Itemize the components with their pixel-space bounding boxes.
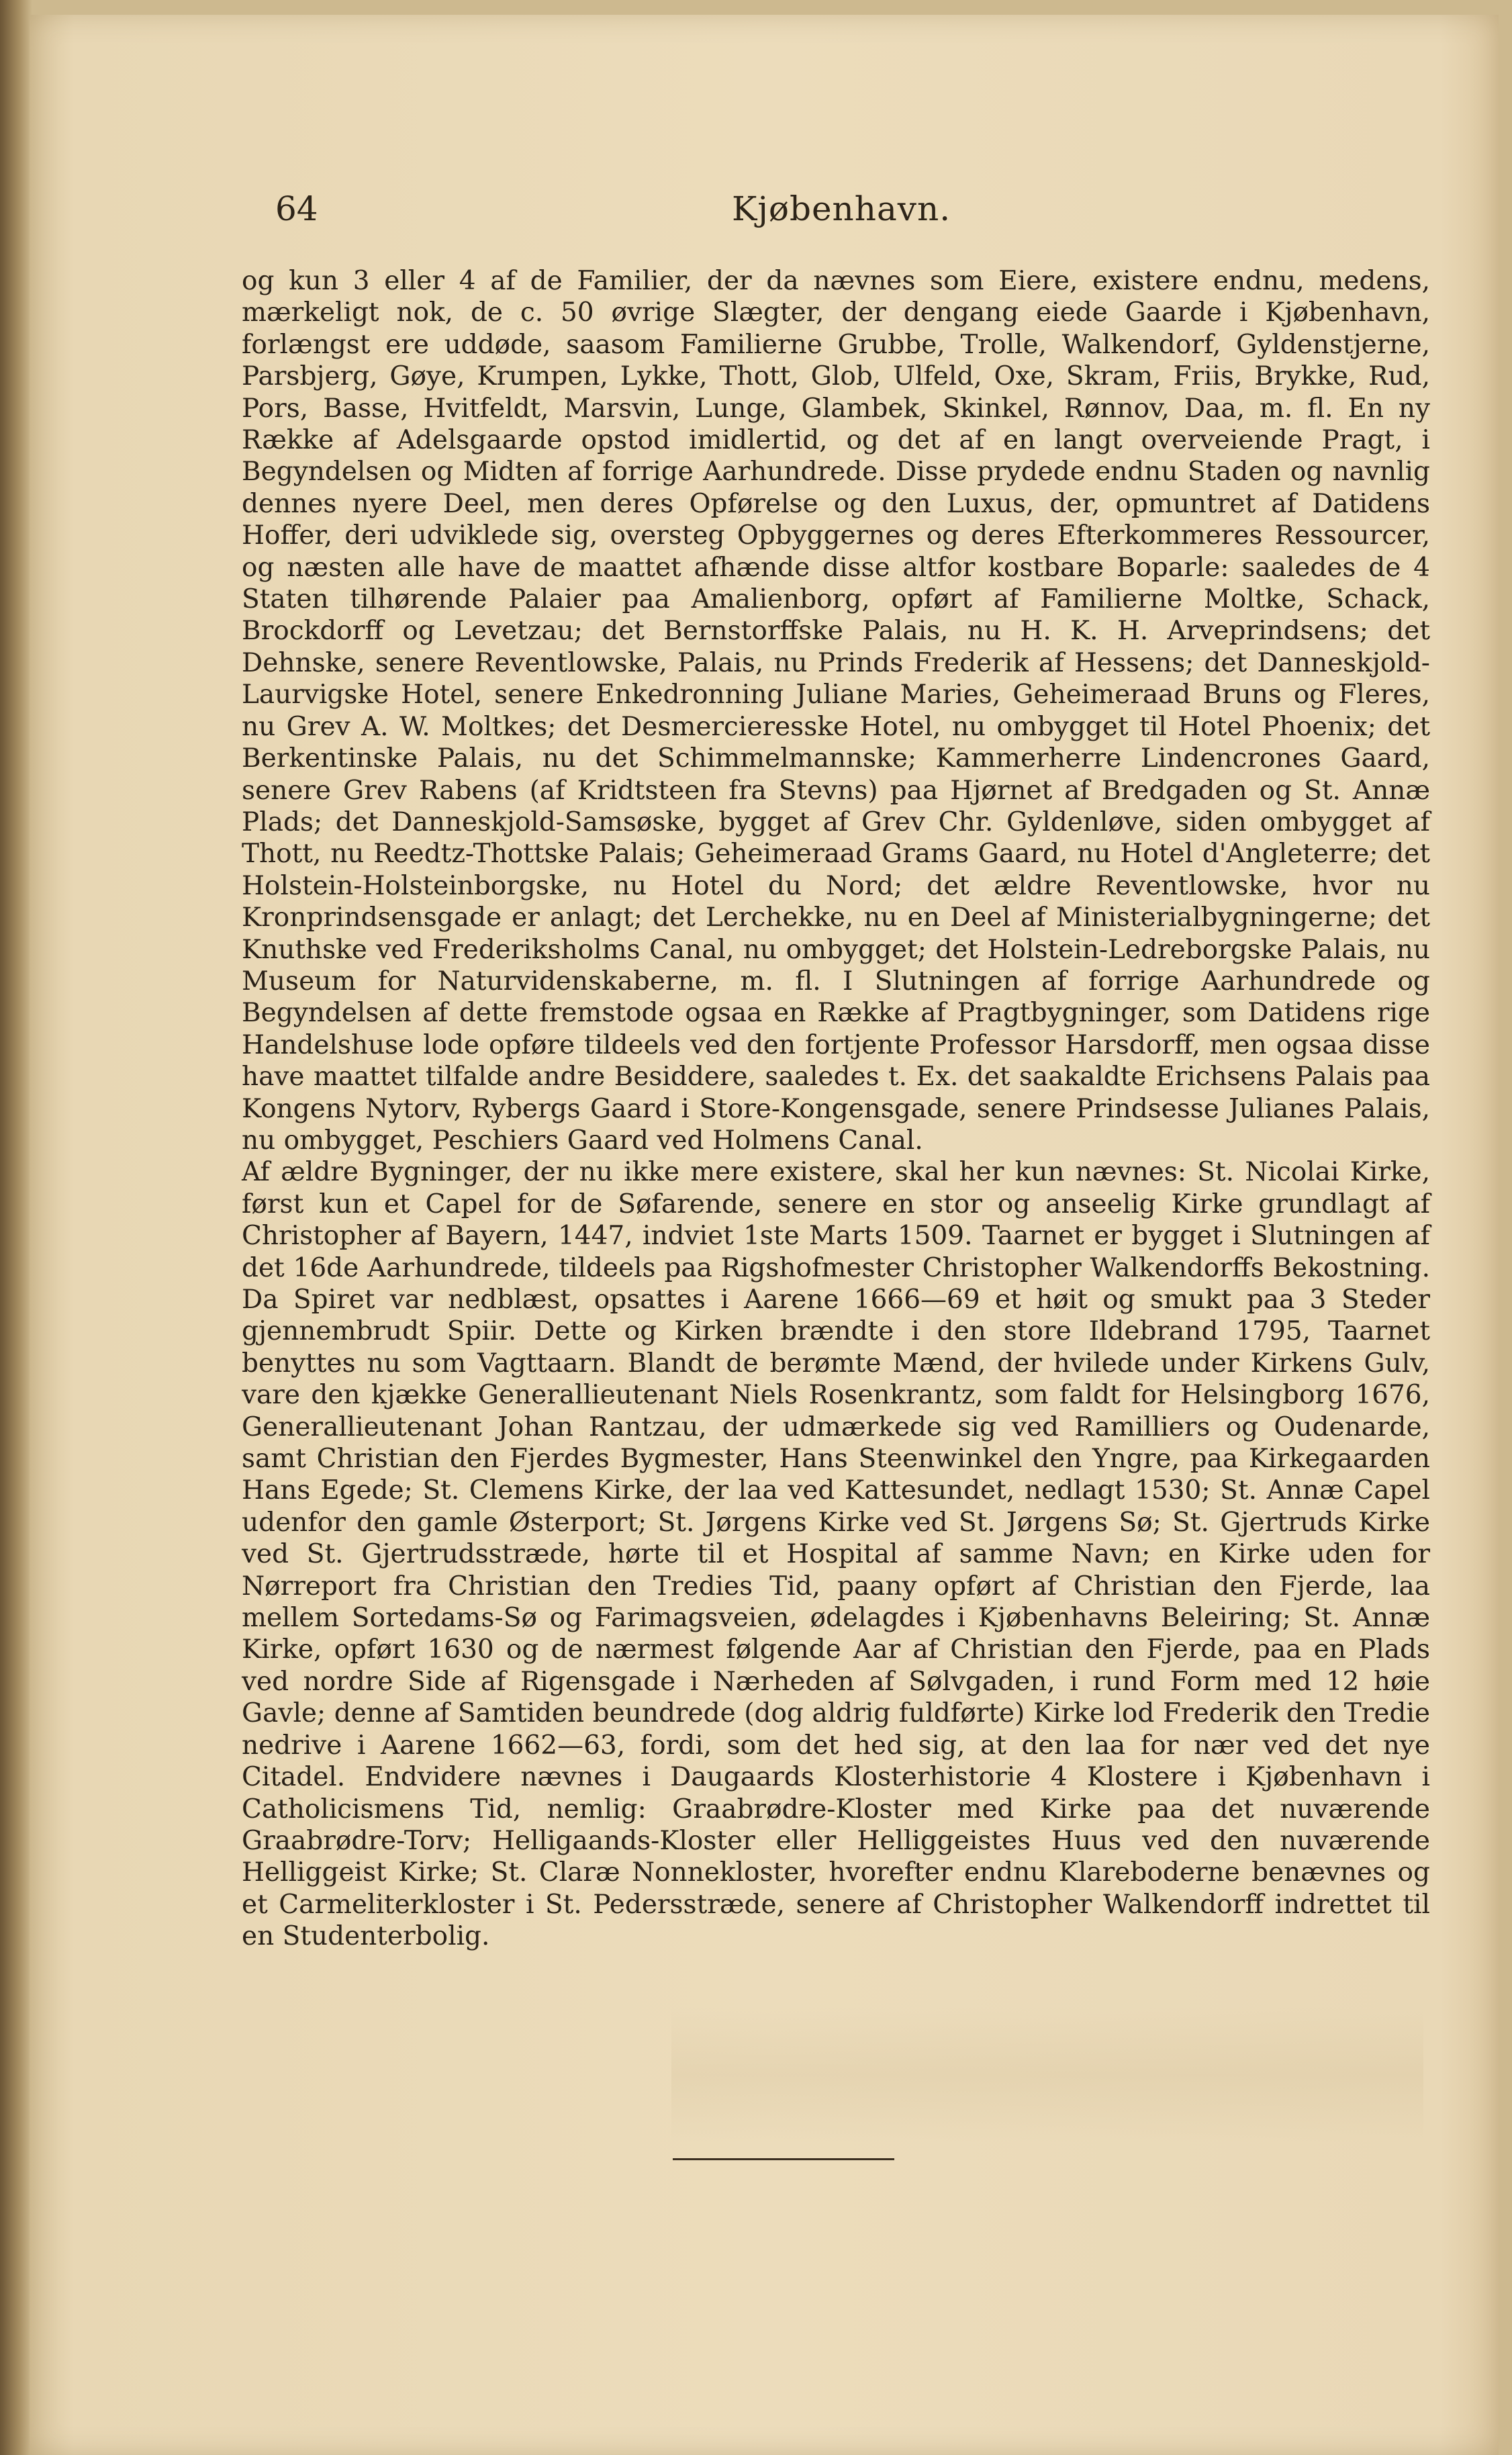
show-through-bleed	[671, 2008, 1423, 2142]
running-head: Kjøbenhavn.	[732, 189, 951, 228]
paragraph-1: og kun 3 eller 4 af de Familier, der da nævnes som Eiere, existere endnu, medens, mærkeligt nok, de c. 50 øvrige Slægter, der dengang eiede Gaarde i Kjøbenhavn, forlængst ere uddøde, saasom Familierne Grubbe, Trolle, Walkendorf, Gyldenstjerne, Parsbjerg, Gøye, Krumpen, Lykke, Thott, Glob, Ulfeld, Oxe, Skram, Friis, Brykke, Rud, Pors, Basse, Hvitfeldt, Marsvin, Lunge, Glambek, Skinkel, Rønnov, Daa, m. fl. En ny Række af Adelsgaarde opstod imidlertid, og det af en langt overveiende Pragt, i Begyndelsen og Midten af forrige Aarhundrede. Disse prydede endnu Staden og navnlig dennes nyere Deel, men deres Opførelse og den Luxus, der, opmuntret af Datidens Hoffer, deri udviklede sig, oversteg Opbyggernes og deres Efterkommeres Ressourcer, og næsten alle have de maattet afhænde disse altfor kostbare Boparle: saaledes de 4 Staten tilhørende Palaier paa Amalienborg, opført af Familierne Moltke, Schack, Brockdorff og Levetzau; det Bernstorffske Palais, nu H. K. H. Arveprindsens; det Dehnske, senere Reventlowske, Palais, nu Prinds Frederik af Hessens; det Danneskjold-Laurvigske Hotel, senere Enkedronning Juliane Maries, Geheimeraad Bruns og Fleres, nu Grev A. W. Moltkes; det Desmercieresske Hotel, nu ombygget til Hotel Phoenix; det Berkentinske Palais, nu det Schimmelmannske; Kammerherre Lindencrones Gaard, senere Grev Rabens (af Kridtsteen fra Stevns) paa Hjørnet af Bredgaden og St. Annæ Plads; det Danneskjold-Samsøske, bygget af Grev Chr. Gyldenløve, siden ombygget af Thott, nu Reedtz-Thottske Palais; Geheimeraad Grams Gaard, nu Hotel d'Angleterre; det Holstein-Holsteinborgske, nu Hotel du Nord; det ældre Reventlowske, hvor nu Kronprindsensgade er anlagt; det Lerchekke, nu en Deel af Ministerialbygningerne; det Knuthske ved Frederiksholms Canal, nu ombygget; det Holstein-Ledreborgske Palais, nu Museum for Naturvidenskaberne, m. fl. I Slutningen af forrige Aarhundrede og Begyndelsen af dette fremstode ogsaa en Række af Pragtbygninger, som Datidens rige Handelshuse lode opføre tildeels ved den fortjente Professor Harsdorff, men ogsaa disse have maattet tilfalde andre Besiddere, saaledes t. Ex. det saakaldte Erichsens Palais paa Kongens Nytorv, Rybergs Gaard i Store-Kongensgade, senere Prindsesse Julianes Palais, nu ombygget, Peschiers Gaard ved Holmens Canal.	[242, 266, 1430, 1156]
end-rule	[673, 2158, 894, 2160]
book-spine-shadow	[0, 0, 32, 2455]
page-number: 64	[275, 189, 318, 228]
body-text	[242, 265, 1430, 1953]
paragraph-2: Af ældre Bygninger, der nu ikke mere existere, skal her kun nævnes: St. Nicolai Kirke, først kun et Capel for de Søfarende, senere en stor og anseelig Kirke grundlagt af Christopher af Bayern, 1447, indviet 1ste Marts 1509. Taarnet er bygget i Slutningen af det 16de Aarhundrede, tildeels paa Rigshofmester Christopher Walkendorffs Bekostning. Da Spiret var nedblæst, opsattes i Aarene 1666—69 et høit og smukt paa 3 Steder gjennembrudt Spiir. Dette og Kirken brændte i den store Ildebrand 1795, Taarnet benyttes nu som Vagttaarn. Blandt de berømte Mænd, der hvilede under Kirkens Gulv, vare den kjække Generallieutenant Niels Rosenkrantz, som faldt for Helsingborg 1676, Generallieutenant Johan Rantzau, der udmærkede sig ved Ramilliers og Oudenarde, samt Christian den Fjerdes Bygmester, Hans Steenwinkel den Yngre, paa Kirkegaarden Hans Egede; St. Clemens Kirke, der laa ved Kattesundet, nedlagt 1530; St. Annæ Capel udenfor den gamle Østerport; St. Jørgens Kirke ved St. Jørgens Sø; St. Gjertruds Kirke ved St. Gjertrudsstræde, hørte til et Hospital af samme Navn; en Kirke uden for Nørreport fra Christian den Tredies Tid, paany opført af Christian den Fjerde, laa mellem Sortedams-Sø og Farimagsveien, ødelagdes i Kjøbenhavns Beleiring; St. Annæ Kirke, opført 1630 og de nærmest følgende Aar af Christian den Fjerde, paa en Plads ved nordre Side af Rigensgade i Nærheden af Sølvgaden, i rund Form med 12 høie Gavle; denne af Samtiden beundrede (dog aldrig fuldførte) Kirke lod Frederik den Tredie nedrive i Aarene 1662—63, fordi, som det hed sig, at den laa for nær ved det nye Citadel. Endvidere nævnes i Daugaards Klosterhistorie 4 Klostere i Kjøbenhavn i Catholicismens Tid, nemlig: Graabrødre-Kloster med Kirke paa det nuværende Graabrødre-Torv; Helligaands-Kloster eller Helliggeistes Huus ved den nuværende Helliggeist Kirke; St. Claræ Nonnekloster, hvorefter endnu Klareboderne benævnes og et Carmeliterkloster i St. Pedersstræde, senere af Christopher Walkendorff indrettet til en Studenterbolig.	[242, 1157, 1430, 1952]
